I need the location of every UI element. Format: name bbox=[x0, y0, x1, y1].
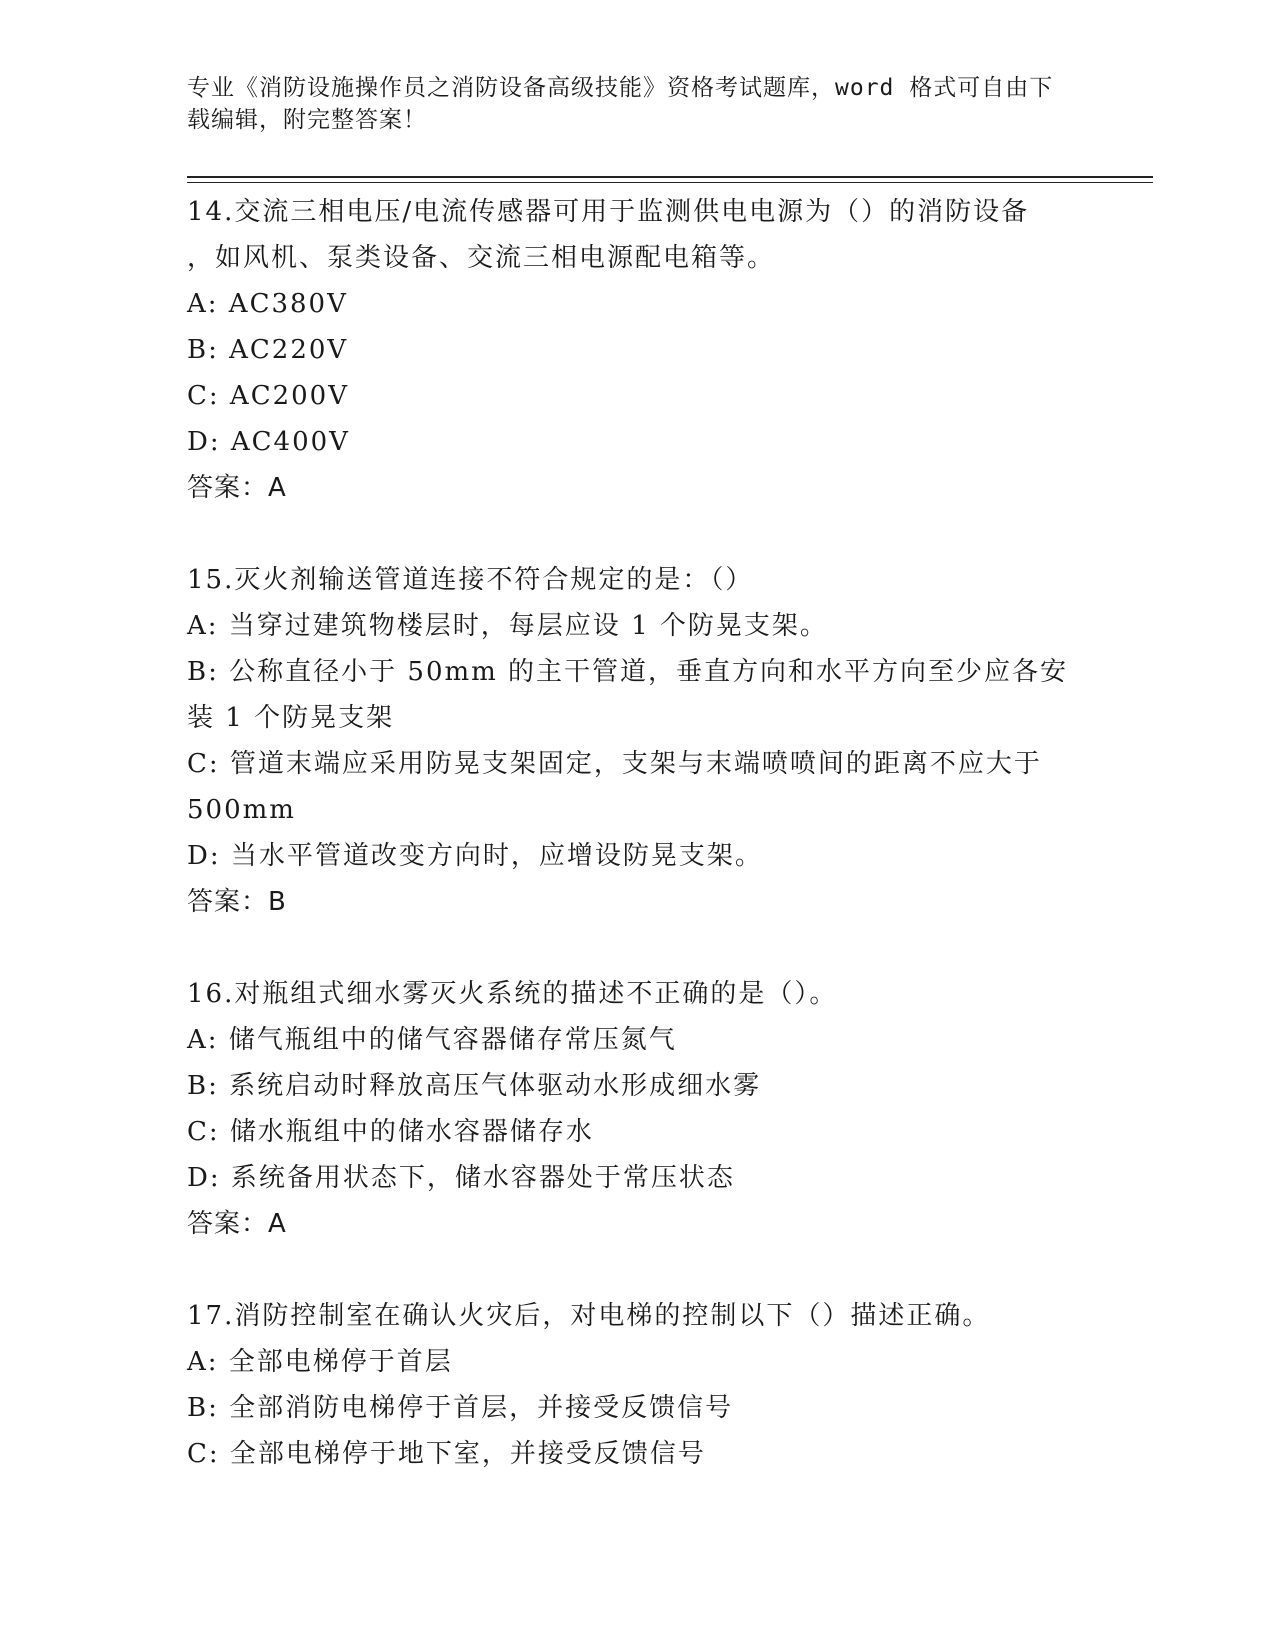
option-line: A: AC380V bbox=[187, 289, 348, 319]
question-stem-line: 17.消防控制室在确认火灾后，对电梯的控制以下（）描述正确。 bbox=[187, 1301, 991, 1331]
option-line: D: 当水平管道改变方向时，应增设防晃支架。 bbox=[187, 841, 763, 871]
option-line: A: 全部电梯停于首层 bbox=[187, 1347, 453, 1377]
option-line: B: 全部消防电梯停于首层，并接受反馈信号 bbox=[187, 1393, 734, 1423]
answer-line: 答案：A bbox=[187, 1209, 287, 1239]
option-line: C: 储水瓶组中的储水容器储存水 bbox=[187, 1117, 594, 1147]
header-rule-thin bbox=[187, 182, 1153, 183]
question-stem-line: 16.对瓶组式细水雾灭火系统的描述不正确的是（）。 bbox=[187, 979, 838, 1009]
question-stem-line: 14.交流三相电压/电流传感器可用于监测供电电源为（）的消防设备 bbox=[187, 197, 1030, 227]
option-line: D: 系统备用状态下，储水容器处于常压状态 bbox=[187, 1163, 735, 1193]
answer-line: 答案：A bbox=[187, 473, 287, 503]
question-list bbox=[187, 189, 1087, 1477]
header-line-2: 载编辑，附完整答案！ bbox=[187, 107, 427, 133]
answer-line: 答案：B bbox=[187, 887, 287, 917]
question-spacer bbox=[187, 1247, 1087, 1293]
option-line: B: AC220V bbox=[187, 335, 349, 365]
option-line: D: AC400V bbox=[187, 427, 350, 457]
question-spacer bbox=[187, 511, 1087, 557]
option-line: B: 系统启动时释放高压气体驱动水形成细水雾 bbox=[187, 1071, 762, 1101]
question-block bbox=[187, 971, 1087, 1247]
option-line: B: 公称直径小于 50mm 的主干管道，垂直方向和水平方向至少应各安 bbox=[187, 657, 1069, 687]
option-line: C: 全部电梯停于地下室，并接受反馈信号 bbox=[187, 1439, 706, 1469]
question-stem-line: ，如风机、泵类设备、交流三相电源配电箱等。 bbox=[187, 243, 776, 273]
question-block bbox=[187, 557, 1087, 925]
option-line: 500mm bbox=[187, 795, 296, 825]
option-line: A: 储气瓶组中的储气容器储存常压氮气 bbox=[187, 1025, 677, 1055]
option-line: C: 管道末端应采用防晃支架固定，支架与末端喷喷间的距离不应大于 bbox=[187, 749, 1042, 779]
header-line-1: 专业《消防设施操作员之消防设备高级技能》资格考试题库，word 格式可自由下 bbox=[187, 75, 1054, 101]
question-block bbox=[187, 1293, 1087, 1477]
document-header bbox=[187, 72, 1067, 136]
question-stem-line: 15.灭火剂输送管道连接不符合规定的是：（） bbox=[187, 565, 754, 595]
option-line: A: 当穿过建筑物楼层时，每层应设 1 个防晃支架。 bbox=[187, 611, 828, 641]
option-line: C: AC200V bbox=[187, 381, 349, 411]
header-rule-thick bbox=[187, 176, 1153, 178]
option-line: 装 1 个防晃支架 bbox=[187, 703, 395, 733]
question-block bbox=[187, 189, 1087, 511]
question-spacer bbox=[187, 925, 1087, 971]
